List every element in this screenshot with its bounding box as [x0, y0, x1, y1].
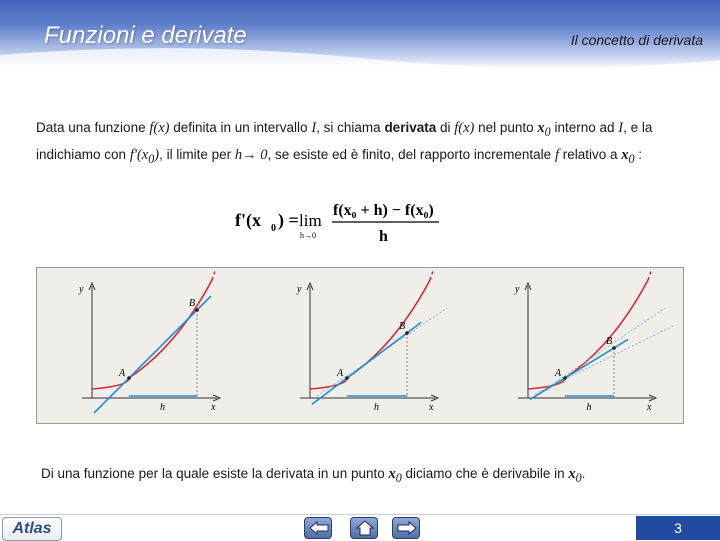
x-axis-label: x	[647, 402, 652, 413]
forward-button[interactable]	[392, 517, 420, 539]
slide-title: Funzioni e derivate	[44, 22, 247, 49]
function-curve	[528, 280, 648, 389]
point-b-label: B	[399, 321, 406, 332]
point-a	[345, 376, 349, 380]
x-axis-label: x	[211, 402, 216, 413]
point-a	[563, 376, 567, 380]
h-label: h	[586, 402, 592, 413]
footer-divider	[0, 514, 720, 515]
point-b-label: B	[606, 336, 613, 347]
formula-numerator: f(x₀ + h) − f(x₀)	[333, 202, 434, 219]
curve-continuation	[430, 271, 433, 280]
page-number-badge: 3	[636, 516, 720, 540]
secant-graphs	[37, 268, 683, 423]
point-b	[405, 331, 409, 335]
point-a-label: A	[555, 368, 562, 379]
point-b-label: B	[189, 298, 196, 309]
intro-line-2: indichiamo con $f'(x_0)$, il limite per h→ 0, se esiste ed è finito, del rapporto incrementale f relativo a $x_0$ :	[36, 147, 643, 166]
y-axis-label: y	[297, 284, 302, 295]
point-b	[612, 346, 616, 350]
formula-lhs: f'(x	[235, 210, 261, 230]
formula-lim-sub: h→0	[300, 231, 316, 240]
back-button[interactable]	[304, 517, 332, 539]
derivable-statement: Di una funzione per la quale esiste la derivata in un punto $x_0$ diciamo che è derivabile in $x_0$.	[41, 466, 586, 485]
y-axis-label: y	[515, 284, 520, 295]
formula-lim: lim	[299, 211, 322, 230]
curve-continuation	[212, 271, 215, 280]
h-label: h	[160, 402, 165, 413]
atlas-logo: Atlas	[2, 517, 62, 541]
point-a	[127, 376, 131, 380]
point-a-label: A	[119, 368, 126, 379]
back-arrow-icon	[308, 520, 330, 536]
derivative-formula	[233, 196, 443, 246]
secant-graphs-panel	[36, 267, 684, 424]
home-button[interactable]	[350, 517, 378, 539]
secant-line	[312, 323, 421, 405]
previous-secant	[535, 308, 665, 396]
function-curve	[310, 280, 430, 389]
slide-subtitle: Il concetto di derivata	[570, 32, 703, 48]
intro-line-1: Data una funzione f(x) definita in un intervallo I, si chiama derivata di f(x) nel punto $x_0$ interno ad I, e la	[36, 120, 653, 139]
function-curve	[92, 280, 212, 389]
point-a-label: A	[337, 368, 344, 379]
formula-lhs-sub: 0	[271, 223, 276, 234]
forward-arrow-icon	[396, 520, 418, 536]
home-icon	[354, 520, 376, 536]
formula-denominator: h	[379, 228, 388, 245]
formula-lhs-close: ) =	[278, 210, 299, 230]
y-axis-label: y	[79, 284, 84, 295]
point-b	[195, 308, 199, 312]
h-label: h	[374, 402, 379, 413]
x-axis-label: x	[429, 402, 434, 413]
curve-continuation	[648, 271, 651, 280]
